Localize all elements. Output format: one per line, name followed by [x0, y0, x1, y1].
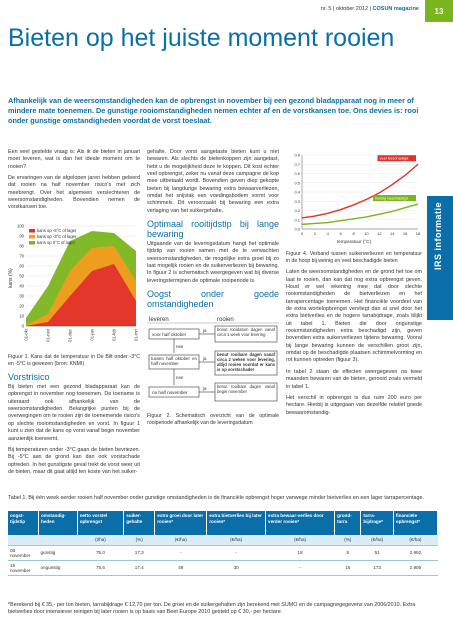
x-tick-label: 18: [415, 231, 421, 236]
table-cell: 2.992: [393, 545, 437, 560]
series-label: weinig beschadigd: [374, 195, 408, 201]
table-header-cell: omstandig-heden: [38, 511, 77, 535]
table-cell: 17,4: [124, 560, 155, 575]
y-tick-label: 0.5: [294, 180, 300, 186]
paragraph: gehalte. Door vorst aangetaste bieten kunt u niet bewaren. Als slechts de bietenkoppen zijn aangetast, hebt u de mogelijkheid deze te koppen. Dit kost echter veel opbrengst, zeker nu vanaf deze campagne de kop mee uitbetaald wordt. Bovendien geven diep gekopte bieten bij langdurige bewaring extra bewaarverliezen, omdat het snijvlak een voedingsbodem vormt voor schimmels. Dit veroorzaakt bij bewaring een extra verlaging van het suikergehalte.: [147, 149, 279, 214]
y-tick-label: 0: [21, 323, 24, 329]
table-cell: 30: [207, 560, 266, 575]
legend-swatch: [29, 241, 35, 245]
diagram-box-1-text: bonut rooidatum dagen vanaf circa 1 week voor levering: [217, 327, 275, 338]
frost-chance-chart: [8, 218, 140, 348]
table-unit-cell: (€/ha): [361, 535, 393, 545]
figure-4-caption: Figuur 4. Verband tussen suikerverliezen en temperatuur in de hoop bij weinig en veel beschadigde bieten: [286, 251, 422, 265]
y-tick-label: 60: [19, 263, 24, 269]
legend-swatch: [29, 229, 35, 233]
diagram-header-leveren: leveren: [149, 317, 169, 324]
issue-label: nr. 5 | oktober 2012 |: [320, 6, 371, 12]
paragraph: Bij temperaturen onder -3°C gaan de bieten bevriezen. Bij -5°C aan de grond kan dan ook vorstschade optreden. In het gunstigste geval trekt de vorst weer uit de bieten, maar dit gaat altijd ten koste van het suiker-: [8, 446, 140, 475]
table-header-cell: extra groei door later rooien*: [155, 511, 207, 535]
column-3: [286, 149, 422, 421]
x-tick-label: 01-nov: [45, 328, 51, 342]
table-cell: 17,3: [124, 545, 155, 560]
paragraph: Uitgaande van de leveringsdatum hangt het optimale tijdstip van rooien samen met de te verwachten weersomstandigheden, de mogelijke extra groei bij zo laat mogelijk rooien en de suikerverliezen bij bewaring. In figuur 2 is schematisch weergegeven wat bij diverse leveringstermijnen de optimale rooiperiode is.: [147, 241, 279, 284]
table-header-cell: suiker-gehalte: [124, 511, 155, 535]
x-tick-label: 4: [326, 231, 329, 236]
table-header-cell: extra bewaar-verlies door verder rooien*: [266, 511, 335, 535]
y-tick-label: 0.8: [294, 152, 300, 158]
column-1: [8, 149, 140, 480]
table-header-cell: oogst-tijdstip: [8, 511, 38, 535]
x-tick-label: 14: [389, 231, 395, 236]
diagram-node-label: voor half oktober: [152, 332, 187, 338]
table-unit-cell: (€/ha): [155, 535, 207, 545]
y-tick-label: 20: [19, 303, 24, 309]
legend-label: kans op -5°C of lager: [37, 227, 77, 233]
table-cell: 18: [266, 545, 335, 560]
y-tick-label: 10: [19, 313, 24, 319]
x-tick-label: 01-mrt: [133, 328, 139, 341]
diagram-no-label: nee: [176, 344, 184, 350]
table-row: [8, 545, 438, 560]
y-axis-label: kans (%): [8, 268, 14, 288]
table-header-cell: financiële opbrengst*: [393, 511, 437, 535]
diagram-box-2-text: benut rooibare dagen vanaf circa 2 weken voor levering, altijd rooien voordat er kans is op vorstschade!: [217, 352, 275, 373]
y-tick-label: 40: [19, 283, 24, 289]
section-heading-optimaal: Optimaal rooitijdstip bij lange bewaring: [147, 219, 279, 240]
table-header-row: [8, 511, 438, 535]
table-header-cell: netto vorstel opbrengst: [77, 511, 124, 535]
diagram-box-3-text: benut rooibare dagen vanaf begin november: [217, 384, 275, 395]
x-axis-label: temperatuur (°C): [336, 239, 372, 244]
diagram-yes-label: ja: [203, 356, 207, 362]
article-title: Bieten op het juiste moment rooien: [8, 24, 395, 52]
page-number: 13: [425, 0, 453, 22]
table-cell: 51: [361, 545, 393, 560]
section-heading-vorstrisico: Vorstrisico: [8, 372, 50, 383]
series-label: veel beschadigd: [379, 155, 409, 161]
x-tick-label: 0: [300, 231, 304, 236]
table-header-cell: grond-tarra: [335, 511, 361, 535]
y-tick-label: 80: [19, 243, 24, 249]
paragraph: Het verschil in opbrengst is dus ruim 200 euro per hectare. Hierbij is uitgegaan van dezelfde relatief goede bewaaromstandig-: [286, 394, 422, 416]
magazine-name: COSUN magazine: [372, 6, 419, 12]
x-tick-label: 01-dec: [67, 328, 73, 342]
table-caption: Tabel 1. Bij één week eerder rooien half november onder gunstige omstandigheden is de financiële opbrengst hoger vanwege minder bietverlies en een lager tarrapercentage.: [8, 495, 424, 501]
table-unit-cell: (€/ha): [266, 535, 335, 545]
table-cell: 08 november: [8, 545, 38, 560]
x-tick-label: 8: [352, 231, 355, 236]
page-header: [0, 0, 453, 20]
table-cell: -: [155, 545, 207, 560]
harvest-flow-diagram: [147, 313, 279, 461]
figure-1-caption: Figuur 1. Kans dat de temperatuur in De Bilt onder -3°C en -5°C is gewezen (bron: KNMI): [8, 354, 140, 368]
table-cell: gunstig: [38, 545, 77, 560]
legend-label: kans op 0°C of lager: [37, 239, 75, 245]
table-footnote: *Berekend bij € 35,- per ton bieten, tarrabijdrage € 12,70 per ton. De groei en de suikergehalten zijn berekend met SUMO en de campagnegegevens van 2006/2010. Extra bietverlies door intensiever reinigen bij later rooien is op basis van Beet Europe 2010 gesteld op € 30,- per hectare.: [8, 602, 416, 616]
table-unit-cell: (€/ha): [393, 535, 437, 545]
article-lead: Afhankelijk van de weersomstandigheden kan de opbrengst in november bij een gezond bladapparaat nog in meer of mindere mate toenemen. De gunstige rooiomstandigheden nemen echter af en de vorstkansen toe. Ons devies is: rooi onder gunstige omstandigheden voordat de vorst toeslaat.: [8, 96, 419, 125]
table-row: [8, 560, 438, 575]
paragraph: Bij bieten met een gezond bladapparaat kan de opbrengst in november nog toenemen. De toename is uiteraard ook afhankelijk van de weersomstandigheden. Belangrijke punten bij de overwegingen om te rooien zijn de toenemende risico's op slechte rooiomstandigheden en vorst. In figuur 1 kunt u zien dat de kans op vorst vanaf begin november aanzienlijk toeneemt.: [8, 384, 140, 442]
section-heading-oogst: Oogst onder goede omstandigheden: [147, 289, 279, 310]
table-cell: ongunstig: [38, 560, 77, 575]
table-cell: -: [266, 560, 335, 575]
table-cell: 2.906: [393, 560, 437, 575]
yield-table: [8, 511, 438, 576]
paragraph: In tabel 2 staan de effecten weergegeven na twee maanden bewaren van de bieten, gerooid zoals vermeld in tabel 1.: [286, 368, 422, 390]
y-tick-label: 0.7: [294, 161, 300, 167]
y-tick-label: 0.6: [294, 171, 300, 176]
diagram-node-label: tussen half oktober en half november: [151, 356, 197, 367]
table-cell: 15 november: [8, 560, 38, 575]
x-tick-label: 12: [377, 231, 382, 236]
x-tick-label: 01-jan: [89, 328, 95, 341]
x-tick-label: 2: [313, 231, 317, 236]
x-tick-label: 01-feb: [111, 328, 117, 341]
diagram-node-label: na half november: [152, 390, 188, 396]
paragraph: Een veel gestelde vraag is: Als ik de bieten in januari moet leveren, wat is dan het ideale moment om te rooien?: [8, 149, 140, 170]
table-unit-cell: [38, 535, 77, 545]
y-tick-label: 0.2: [294, 208, 300, 213]
y-tick-label: 90: [19, 233, 24, 239]
y-tick-label: 100: [17, 223, 24, 229]
table-cell: 173: [361, 560, 393, 575]
table-header-cell: tarra-bijdrage*: [361, 511, 393, 535]
x-tick-label: 01-okt: [23, 328, 29, 341]
diagram-no-label: nee: [176, 375, 184, 381]
table-cell: -: [207, 545, 266, 560]
table-unit-cell: (%): [124, 535, 155, 545]
figure-2-caption: Figuur 2. Schematisch overzicht van de optimale rooiperiode afhankelijk van de leveringsdatum: [147, 412, 279, 426]
diagram-header-rooien: rooien: [217, 317, 234, 324]
table-header-cell: extra bietverlies bij later rooien*: [207, 511, 266, 535]
y-tick-label: 0.0: [294, 226, 300, 232]
table-cell: 75,6: [77, 560, 124, 575]
column-2: [147, 149, 279, 431]
x-tick-label: 16: [402, 231, 408, 236]
paragraph: De ervaringen van de afgelopen jaren hebben geleerd dat rooien na half november risico's met zich meebrengt. Over het algemeen verslechteren de weersomstandigheden. Bovendien nemen de vorstkansen toe.: [8, 175, 140, 211]
paragraph: Laten de weersomstandigheden en de grond het toe om laat te rooien, dan kan dat nog extra opbrengst geven. Houd er wel rekening mee dat door slechte rooiomstandigheden de bietverliezen en het tarrapercentage toenemen. Het financiële voordeel van de extra wortelopbrengst vervliegt dan al snel door het extra bietverlies en de hogere tarrabijdrage, zoals blijkt uit tabel 1. Bieten die door ongunstige rooiomstandigheden extra beschadigd zijn, geven bovendien extra suikerverliezen tijdens bewaring. Vooral bij lange bewaring kunnen de verschillen groot zijn, omdat op de beschadigde plaatsen schimmelvorming en rot kunnen optreden (figuur 3).: [286, 269, 422, 364]
table-cell: 15: [335, 560, 361, 575]
y-tick-label: 70: [19, 253, 24, 259]
table-cell: 49: [155, 560, 207, 575]
x-tick-label: 6: [339, 231, 342, 236]
y-tick-label: 0.4: [294, 189, 300, 195]
table-units-row: [8, 535, 438, 545]
table-unit-cell: (€/ha): [207, 535, 266, 545]
diagram-yes-label: ja: [203, 386, 207, 392]
table-unit-cell: [8, 535, 38, 545]
y-tick-label: 0.1: [294, 217, 300, 223]
diagram-yes-label: ja: [203, 328, 207, 334]
legend-label: kans op -3°C of lager: [37, 233, 77, 239]
irs-informatie-label: IRS informatie: [433, 202, 443, 271]
table-unit-cell: (%): [335, 535, 361, 545]
y-tick-label: 0.3: [294, 198, 300, 204]
issue-info: [321, 6, 419, 12]
legend-swatch: [29, 235, 35, 239]
table-cell: 5: [335, 545, 361, 560]
sugar-loss-chart: [286, 149, 422, 245]
table-cell: 75,0: [77, 545, 124, 560]
irs-informatie-tab: [427, 196, 453, 320]
table-unit-cell: (t/ha): [77, 535, 124, 545]
y-tick-label: 50: [19, 273, 24, 279]
y-tick-label: 30: [19, 293, 24, 299]
x-tick-label: 10: [364, 231, 369, 236]
